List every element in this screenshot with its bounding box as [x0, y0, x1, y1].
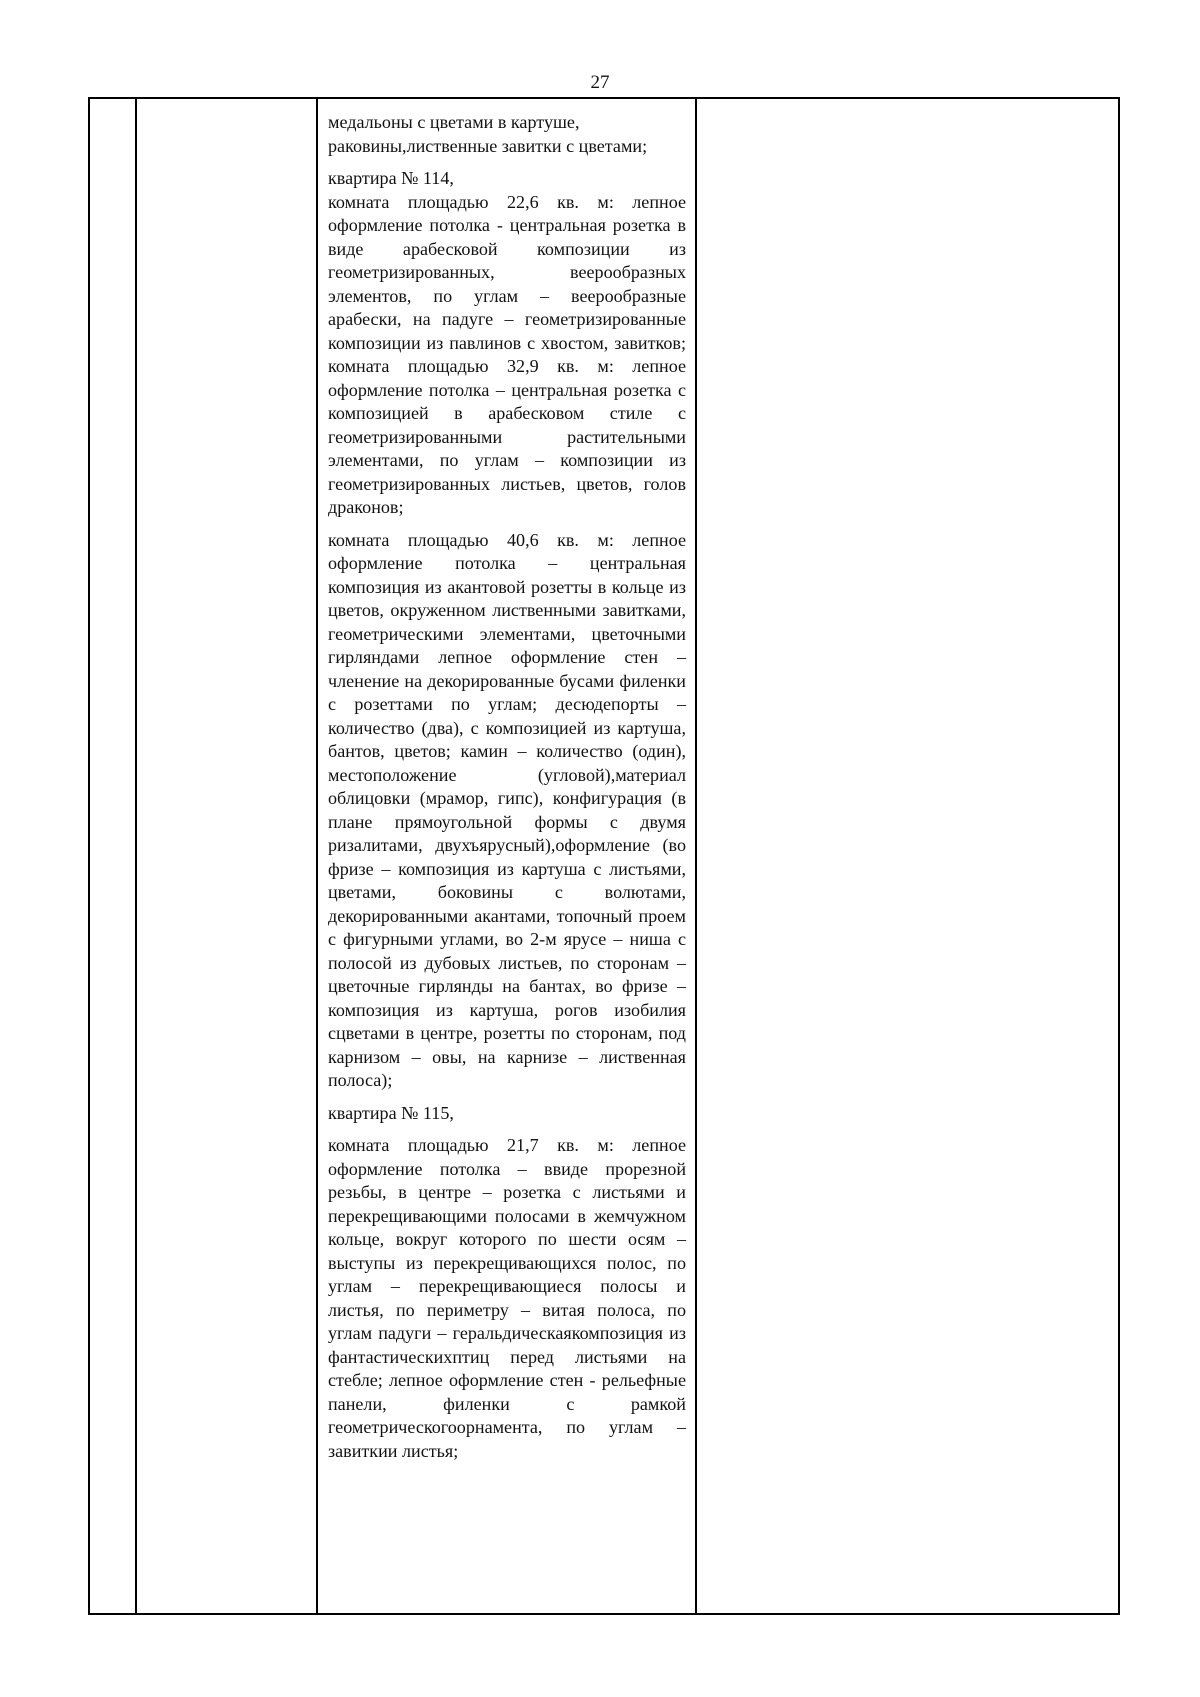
apartment-heading-114: квартира № 114,: [328, 168, 454, 188]
page-number: 27: [590, 72, 610, 93]
paragraph-room-21-7: комната площадью 21,7 кв. м: лепное оформление потолка – ввиде прорезной резьбы, в центре – розетка с листьями и перекрещивающими полосами в жемчужном кольце, вокруг которого по шести осям – выступы из перекрещивающихся полос, по углам – перекрещивающиеся полосы и листья, по периметру – витая полоса, по углам падуги – геральдическаякомпозиция из фантастическихптиц перед листьями на стебле; лепное оформление стен - рельефные панели, филенки с рамкой геометрическогоорнамента, по углам – завиткии листья;: [328, 1135, 686, 1461]
paragraph-medallions: медальоны с цветами в картуше, раковины,лиственные завитки с цветами;: [328, 112, 648, 156]
paragraph-apartment-114-rooms: комната площадью 22,6 кв. м: лепное оформление потолка - центральная розетка в виде арабесковой композиции из геометризированных, веерообразных элементов, по углам – веерообразные арабески, на падуге – геометризированные композиции из павлинов с хвостом, завитков; комната площадью 32,9 кв. м: лепное оформление потолка – центральная розетка с композицией в арабесковом стиле с геометризированными растительными элементами, по углам – композиции из геометризированных листьев, цветов, голов драконов;: [328, 191, 686, 517]
paragraph-room-40-6: комната площадью 40,6 кв. м: лепное оформление потолка – центральная композиция из акантовой розетты в кольце из цветов, окруженном лиственными завитками, геометрическими элементами, цветочными гирляндами лепное оформление стен – членение на декорированные бусами филенки с розеттами по углам; десюдепорты – количество (два), с композицией из картуша, бантов, цветов; камин – количество (один), местоположение (угловой),материал облицовки (мрамор, гипс), конфигурация (в плане прямоугольной формы с двумя ризалитами, двухъярусный),оформление (во фризе – композиция из картуша с листьями, цветами, боковины с волютами, декорированными акантами, топочный проем с фигурными углами, во 2-м ярусе – ниша с полосой из дубовых листьев, по сторонам – цветочные гирлянды на бантах, во фризе – композиция из картуша, рогов изобилия сцветами в центре, розетты по сторонам, под карнизом – овы, на карнизе – лиственная полоса);: [328, 529, 686, 1090]
column-divider-1: [135, 99, 137, 1613]
document-table: [88, 97, 1120, 1615]
apartment-heading-115: квартира № 115,: [328, 1102, 454, 1123]
column-divider-2: [316, 99, 318, 1613]
column-divider-3: [695, 99, 697, 1613]
description-cell: [328, 111, 686, 1472]
